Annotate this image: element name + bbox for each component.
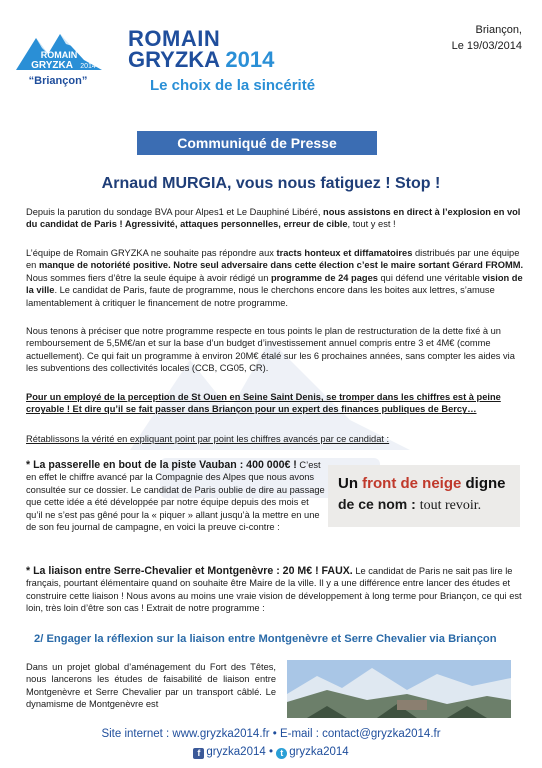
text-run: L’équipe de Romain GRYZKA ne souhaite pas répondre aux bbox=[26, 248, 277, 258]
facebook-icon: f bbox=[193, 748, 204, 759]
svg-text:2014: 2014 bbox=[80, 63, 96, 70]
text-run: * La liaison entre Serre-Chevalier et Montgenèvre : 20 M€ ! FAUX. bbox=[26, 565, 353, 577]
twitter-icon: t bbox=[276, 748, 287, 759]
text-run: , tout y est ! bbox=[347, 219, 396, 230]
program-section-title: 2/ Engager la réflexion sur la liaison entre Montgenèvre et Serre Chevalier via Briançon bbox=[34, 633, 497, 645]
text-run: tracts honteux et diffamatoires bbox=[276, 248, 413, 258]
quote-line-2 bbox=[338, 496, 481, 514]
text-run: qui défend une véritable bbox=[377, 272, 483, 283]
paragraph-3 bbox=[26, 325, 524, 375]
quote-part-3: digne bbox=[461, 475, 506, 492]
text-run: nous assistons en direct à l’explosion en vol du candidat de Paris ! Agressivité, attaques personnelles, erreur de cible bbox=[26, 207, 521, 230]
text-run: * La passerelle en bout de la piste Vauban : 400 000€ ! bbox=[26, 459, 297, 471]
mountain-photo bbox=[287, 660, 511, 718]
text-run: Nous sommes fiers d’être la seule équipe à avoir rédigé un bbox=[26, 272, 271, 283]
text-run: manque de notoriété positive. Notre seul adversaire dans cette élection c’est le maire sortant Gérard FROMM. bbox=[38, 260, 524, 271]
text-run: Rétablissons la vérité en expliquant point par point les chiffres avancés par ce candidat : bbox=[26, 434, 390, 444]
facebook-handle: gryzka2014 bbox=[206, 746, 266, 758]
text-run: Dans un projet global d’aménagement du Fort des Têtes, nous lancerons les études de faisabilité de liaison entre Montgenèvre et Serre Chevalier par un transport câblé. Le dynamisme de Montgenèvre est bbox=[26, 662, 276, 710]
quote-part-1: Un bbox=[338, 475, 363, 492]
paragraph-7 bbox=[26, 565, 524, 615]
campaign-tagline: Le choix de la sincérité bbox=[150, 77, 316, 94]
footer-contact-line: Site internet : www.gryzka2014.fr • E-mail : contact@gryzka2014.fr bbox=[101, 728, 441, 740]
svg-text:“Briançon”: “Briançon” bbox=[28, 75, 88, 87]
footer-social-line bbox=[0, 746, 542, 759]
text-run: Pour un employé de la perception de St Ouen en Seine Saint Denis, se tromper dans les chiffres est à peine croyable ! Et dire qu’il se fait passer dans Briançon pour un expert des finances publiques de Bercy… bbox=[26, 392, 501, 415]
press-release-banner: Communiqué de Presse bbox=[137, 131, 377, 155]
paragraph-2 bbox=[26, 247, 524, 309]
candidate-first-name: ROMAIN bbox=[128, 26, 221, 51]
quote-part-2: front de neige bbox=[362, 475, 462, 492]
headline: Arnaud MURGIA, vous nous fatiguez ! Stop ! bbox=[101, 175, 441, 192]
paragraph-5 bbox=[26, 433, 524, 445]
text-run: Depuis la parution du sondage BVA pour Alpes1 et Le Dauphiné Libéré, bbox=[26, 207, 324, 217]
text-run: distribués par une équipe en bbox=[26, 248, 520, 271]
twitter-handle: gryzka2014 bbox=[289, 746, 349, 758]
svg-text:GRYZKA: GRYZKA bbox=[31, 60, 73, 71]
quote-box bbox=[328, 465, 520, 527]
svg-text:ROMAIN: ROMAIN bbox=[40, 50, 78, 60]
text-run: Nous tenons à préciser que notre programme respecte en tous points le plan de restructuration de la dette fixé à un remboursement de 5,5M€/an et sur la base d’un budget d’investissement annuel compris entre 3 et 4M€ (comme actuellement). Ce qui fait un programme à environ 20M€ étalé sur les 6 prochaines années, sans compter les aides via les subventions des collectivités locales (CCB, CG05, CR). bbox=[26, 326, 515, 374]
paragraph-8 bbox=[26, 661, 276, 711]
footer-separator: • bbox=[265, 746, 277, 758]
text-run: C’est en effet le chiffre avancé par la Compagnie des Alpes que nous avons consultée sur ce dossier. Le candidat de Paris oublie de dire au passage que cette idée a été développée par notre équipe depuis des mois et qu’il ne s’est pas gêné pour la « piquer » allant jusqu’à la mettre en une de son feu journal de campagne, en voici la preuve ci-contre : bbox=[26, 460, 325, 533]
place-label: Briançon, bbox=[475, 24, 522, 36]
quote-part-5: tout revoir. bbox=[419, 498, 482, 513]
campaign-year: 2014 bbox=[225, 47, 275, 72]
text-run: programme de 24 pages bbox=[270, 272, 378, 283]
paragraph-1 bbox=[26, 206, 524, 231]
last-name-text: GRYZKA bbox=[128, 47, 220, 72]
campaign-logo bbox=[14, 30, 104, 94]
quote-line-1 bbox=[338, 475, 506, 492]
paragraph-6 bbox=[26, 459, 326, 533]
text-run: vision de la ville bbox=[26, 272, 523, 296]
date-label: Le 19/03/2014 bbox=[451, 40, 522, 52]
paragraph-4 bbox=[26, 391, 524, 416]
quote-part-4: de ce nom : bbox=[338, 496, 420, 512]
text-run: Le candidat de Paris ne sait pas lire le français, pourtant élémentaire quand on souhaite être Maire de la ville. Il y a une différence entre lancer des études et construire cette liaison ! Nous avons au moins une vraie vision de développement à long terme pour Briançon, ce qui est loin, très loin d’être son cas ! Extrait de notre programme : bbox=[26, 566, 522, 614]
candidate-last-name bbox=[128, 47, 274, 73]
text-run: . Le candidat de Paris, faute de programme, nous le cherchons encore dans les boites aux lettres, s’amuse lamentablement à critiquer le financement de notre programme. bbox=[26, 285, 495, 308]
